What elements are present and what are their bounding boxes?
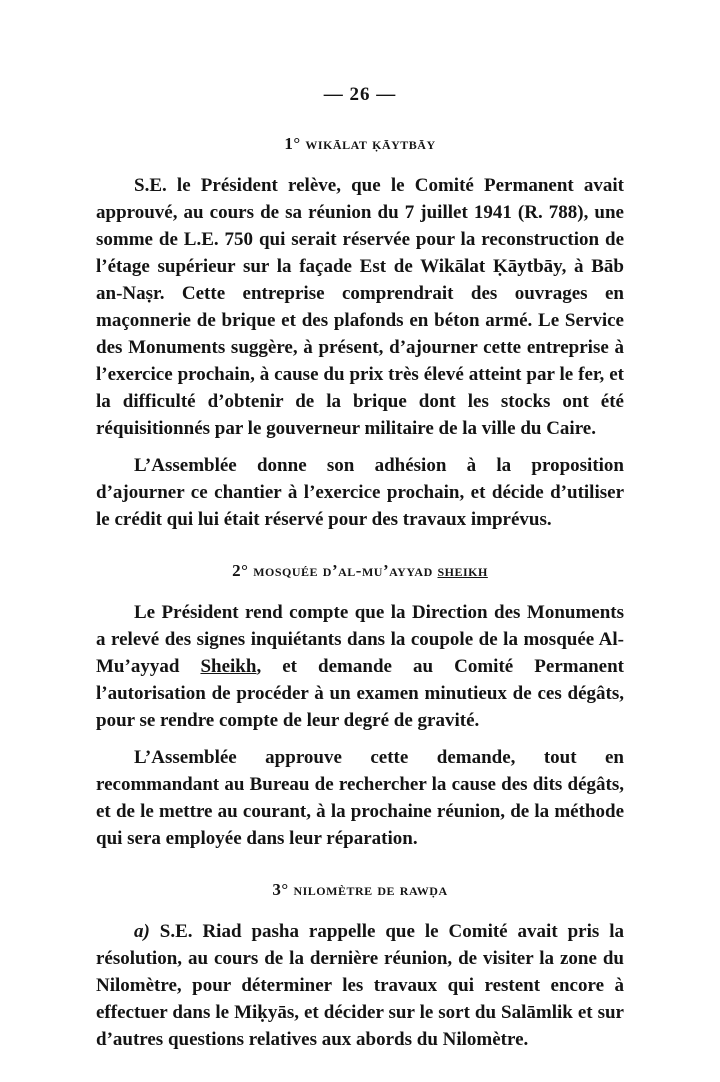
section-1-title: wikālat ḳāytbāy <box>305 134 436 153</box>
section-1-paragraph-1: S.E. le Président relève, que le Comité Permanent avait approuvé, au cours de sa réunion du 7 juillet 1941 (R. 788), une somme de L.E. 750 qui serait réservée pour la reconstruction de l’étage supérieur sur la façade Est de Wikālat Ḳāytbāy, à Bāb an-Naṣr. Cette entreprise comprendrait des ouvrages en maçonnerie de brique et des plafonds en béton armé. Le Service des Monuments suggère, à présent, d’ajourner cette entreprise à l’exercice prochain, à cause du prix très élevé atteint par le fer, et la difficulté d’obtenir de la brique dont les stocks ont été réquisitionnés par le gouverneur militaire de la ville du Caire. <box>96 175 624 439</box>
section-3-number: 3° <box>272 880 289 899</box>
section-3-title: nilomètre de rawḍa <box>293 880 448 899</box>
section-2-title-underlined: sheikh <box>437 561 488 580</box>
section-2-paragraph-1-pre: Le Président rend compte que la Direction des Monuments a relevé des signes inquiétants dans la coupole de la mosquée Al-Mu’ayyad <box>96 602 624 677</box>
section-2-title: mosquée d’al-mu’ayyad <box>253 561 438 580</box>
section-3-paragraph-1-text: S.E. Riad pasha rappelle que le Comité avait pris la résolution, au cours de la dernière réunion, de visiter la zone du Nilomètre, pour déterminer les travaux qui restent encore à effectuer dans le Miḳyās, et décider sur le sort du Salāmlik et sur d’autres questions relatives aux abords du Nilomètre. <box>96 921 624 1050</box>
section-3-heading <box>96 880 624 900</box>
section-2-heading <box>96 561 624 581</box>
document-page <box>96 84 624 1063</box>
section-2-paragraph-1-underlined: Sheikh <box>200 656 257 677</box>
section-2-number: 2° <box>232 561 249 580</box>
section-3-paragraph-1 <box>96 918 624 1053</box>
section-1-paragraph-2: L’Assemblée donne son adhésion à la proposition d’ajourner ce chantier à l’exercice prochain, et décide d’utiliser le crédit qui lui était réservé pour des travaux imprévus. <box>96 455 624 530</box>
section-2-paragraph-1-post: , et demande au Comité Permanent l’autorisation de procéder à un examen minutieux de ces dégâts, pour se rendre compte de leur degré de gravité. <box>96 656 624 731</box>
section-3-paragraph-1-label: a) <box>134 921 150 942</box>
section-1-number: 1° <box>284 134 301 153</box>
section-2-paragraph-2: L’Assemblée approuve cette demande, tout en recommandant au Bureau de rechercher la cause des dits dégâts, et de le mettre au courant, à la prochaine réunion, de la méthode qui sera employée dans leur réparation. <box>96 747 624 849</box>
section-2-paragraph-1 <box>96 599 624 734</box>
section-1-heading <box>96 134 624 154</box>
page-number: — 26 — <box>323 84 397 105</box>
